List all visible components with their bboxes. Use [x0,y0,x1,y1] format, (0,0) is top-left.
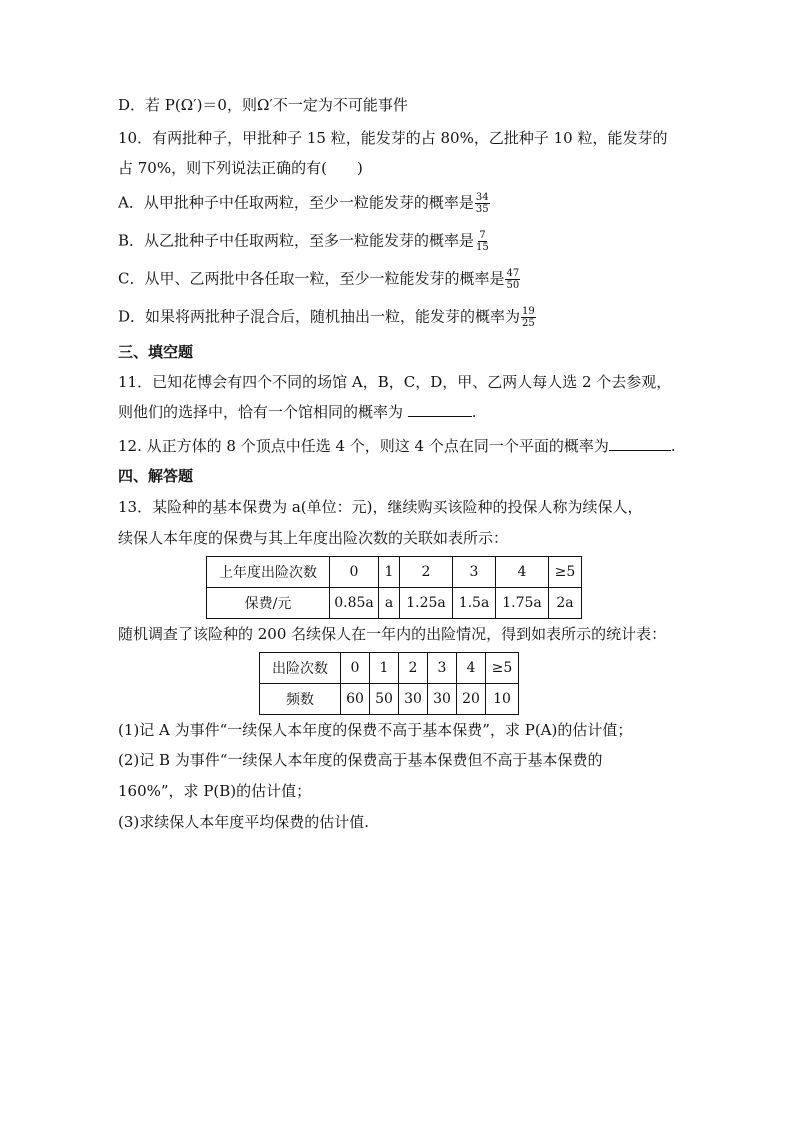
q13-part1: (1)记 A 为事件“一续保人本年度的保费不高于基本保费”，求 P(A)的估计值； [118,721,633,739]
q9-option-d: D．若 P(Ω′)＝0，则Ω′不一定为不可能事件 [118,96,408,114]
table-cell: 1 [370,653,399,684]
q10-option-d [118,306,536,329]
q13-line2: 续保人本年度的保费与其上年度出险次数的关联如表所示： [118,529,509,547]
fraction-numerator: 47 [506,268,520,279]
fraction [521,306,536,329]
q10-option-b [118,230,490,253]
table-cell: 60 [341,684,370,715]
fraction [505,268,520,291]
table-cell: 1.5a [453,588,496,619]
table-cell: 20 [457,684,486,715]
table-cell: 4 [457,653,486,684]
table-row [207,557,582,588]
answer-blank [408,402,472,417]
table-cell: 上年度出险次数 [207,557,330,588]
fraction-numerator: 7 [479,230,486,241]
q11-line2 [118,402,477,422]
answer-blank [609,436,671,451]
q12-period: . [670,437,676,455]
table-cell: a [379,588,400,619]
table-cell: 1.75a [496,588,549,619]
table-cell: 频数 [260,684,341,715]
fraction-denominator: 15 [476,242,489,253]
q13-line1: 13．某险种的基本保费为 a(单位：元)，继续购买该险种的投保人称为续保人， [118,498,643,516]
fraction-denominator: 50 [506,280,520,291]
table-cell: 3 [428,653,457,684]
q11-text: 则他们的选择中，恰有一个馆相同的概率为 [118,403,404,421]
table-cell: 10 [486,684,519,715]
table-cell: 3 [453,557,496,588]
table-cell: 出险次数 [260,653,341,684]
fraction [475,192,490,215]
table-cell: 2 [400,557,453,588]
table-cell: 保费/元 [207,588,330,619]
option-text: C．从甲、乙两批中各任取一粒，至少一粒能发芽的概率是 [118,269,505,288]
option-text: A．从甲批种子中任取两粒，至少一粒能发芽的概率是 [118,193,474,212]
table-cell: ≥5 [549,557,582,588]
q10-stem-line2: 占 70%，则下列说法正确的有( ) [118,159,363,177]
section-heading-answer: 四、解答题 [118,467,194,485]
q11-period: . [471,403,477,421]
table-cell: 30 [428,684,457,715]
option-text: B．从乙批种子中任取两粒，至多一粒能发芽的概率是 [118,231,475,250]
table-cell: 2a [549,588,582,619]
q12-text: 12. 从正方体的 8 个顶点中任选 4 个，则这 4 个点在同一个平面的概率为 [118,437,609,455]
table-row [260,653,519,684]
fraction-numerator: 34 [475,192,489,203]
fraction-denominator: 35 [475,204,489,215]
q10-option-c [118,268,520,291]
table-cell: 0 [330,557,379,588]
table-cell: 2 [399,653,428,684]
q12 [118,436,676,456]
fraction-numerator: 19 [522,306,535,317]
q13-line3: 随机调查了该险种的 200 名续保人在一年内的出险情况，得到如表所示的统计表： [118,625,667,643]
q10-stem-line1: 10．有两批种子，甲批种子 15 粒，能发芽的占 80%，乙批种子 10 粒，能发芽的 [118,129,668,147]
option-text: D．如果将两批种子混合后，随机抽出一粒，能发芽的概率为 [118,307,521,326]
fraction [475,230,490,253]
section-heading-fill-blank: 三、填空题 [118,343,194,361]
table-cell: 0.85a [330,588,379,619]
fraction-denominator: 25 [522,318,535,329]
table-row [260,684,519,715]
table-cell: 1 [379,557,400,588]
q10-option-a [118,192,490,215]
table-cell: 1.25a [400,588,453,619]
q13-part3: (3)求续保人本年度平均保费的估计值. [118,813,370,831]
table-cell: ≥5 [486,653,519,684]
table-cell: 4 [496,557,549,588]
table-cell: 0 [341,653,370,684]
q13-part2-line2: 160%”，求 P(B)的估计值； [118,782,312,800]
table-cell: 50 [370,684,399,715]
table-cell: 30 [399,684,428,715]
premium-table [206,556,582,619]
q11-line1: 11．已知花博会有四个不同的场馆 A，B，C，D，甲、乙两人每人选 2 个去参观， [118,373,672,391]
q13-part2-line1: (2)记 B 为事件“一续保人本年度的保费高于基本保费但不高于基本保费的 [118,751,603,769]
frequency-table [259,652,519,715]
table-row [207,588,582,619]
